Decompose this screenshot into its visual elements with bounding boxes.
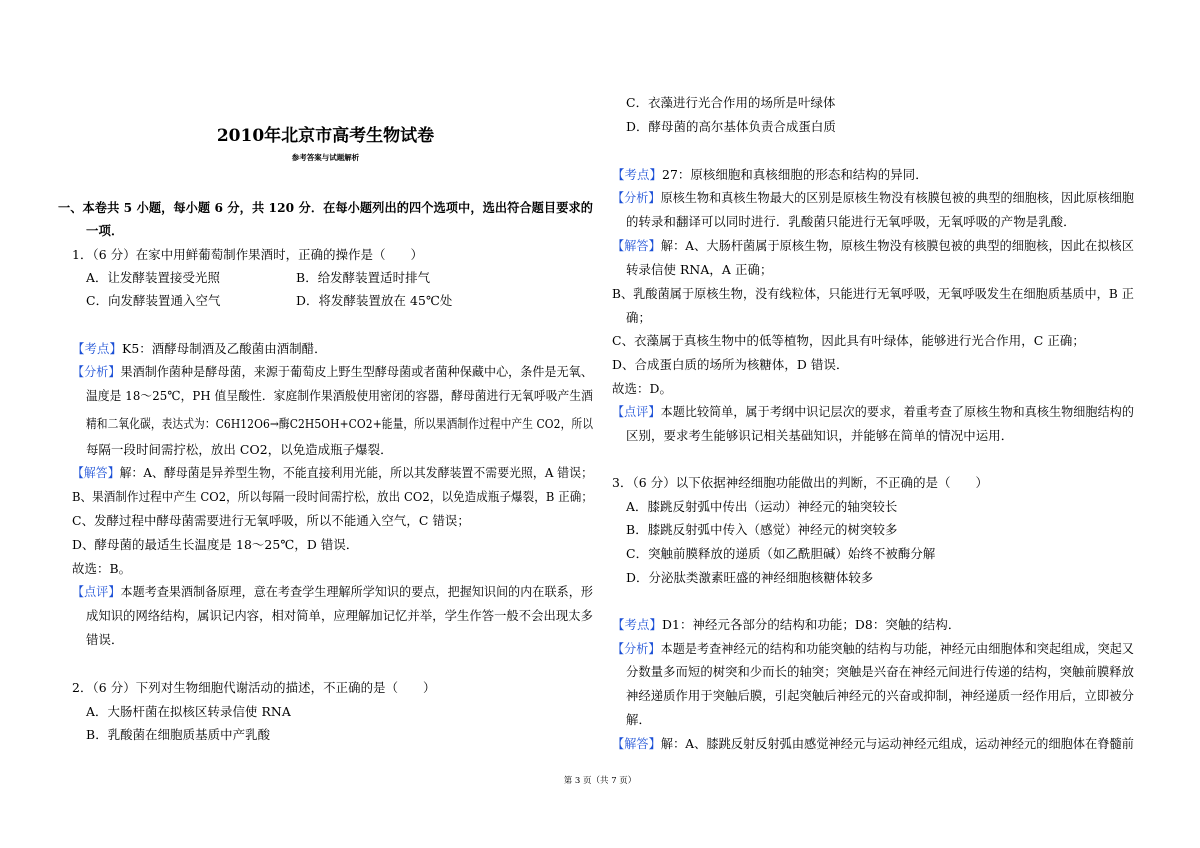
q2-jieda-line: C、衣藻属于真核生物中的低等植物，因此具有叶绿体，能够进行光合作用，C 正确； [612, 333, 1085, 348]
q1-answer: 故选：B。 [72, 561, 132, 576]
q1-kaodian: 【考点】K5：酒酵母制酒及乙酸菌由酒制醋． [72, 341, 327, 356]
page-subtitle: 参考答案与试题解析 [291, 153, 360, 162]
q3-stem: 3．（6 分）以下依据神经细胞功能做出的判断，不正确的是（ ） [612, 475, 989, 490]
q1-option-b: B．给发酵装置适时排气 [296, 270, 431, 285]
q1-jieda-line: B、果酒制作过程中产生 CO2，所以每隔一段时间需拧松，放出 CO2，以免造成瓶子爆裂，B 正确； [72, 489, 593, 504]
section-heading-cont: 一项． [86, 223, 124, 238]
q2-option-b: B．乳酸菌在细胞质基质中产乳酸 [86, 727, 271, 742]
fenxi-tag: 【分析】 [72, 364, 121, 379]
q1-jieda: 【解答】解：A、酵母菌是异养型生物，不能直接利用光能，所以其发酵装置不需要光照，A 错误； [72, 465, 593, 480]
q3-option-a: A．膝跳反射弧中传出（运动）神经元的轴突较长 [626, 499, 898, 514]
q3-option-d: D．分泌肽类激素旺盛的神经细胞核糖体较多 [626, 570, 874, 585]
q2-jieda: 【解答】解：A、大肠杆菌属于原核生物，原核生物没有核膜包被的典型的细胞核，因此在拟核区 [612, 238, 1134, 253]
q3-fenxi: 【分析】本题是考查神经元的结构和功能突触的结构与功能，神经元由细胞体和突起组成，突起又 [612, 641, 1134, 656]
page-title: 2010年北京市高考生物试卷 [216, 126, 435, 146]
q2-kaodian: 【考点】27：原核细胞和真核细胞的形态和结构的异同． [612, 167, 928, 182]
q2-option-c: C．衣藻进行光合作用的场所是叶绿体 [626, 95, 836, 110]
q3-option-b: B．膝跳反射弧中传入（感觉）神经元的树突较多 [626, 522, 898, 537]
q2-jieda-line: D、合成蛋白质的场所为核糖体，D 错误． [612, 357, 849, 372]
q1-dianping-line: 错误． [86, 632, 124, 647]
q1-dianping: 【点评】本题考查果酒制备原理，意在考查学生理解所学知识的要点，把握知识间的内在联系，形 [72, 584, 594, 599]
kaodian-tag: 【考点】 [612, 167, 662, 182]
kaodian-tag: 【考点】 [72, 341, 122, 356]
q1-fenxi-line: 温度是 18～25℃，PH 值呈酸性．家庭制作果酒般使用密闭的容器，酵母菌进行无氧呼吸产生酒 [86, 388, 593, 403]
q2-stem: 2．（6 分）下列对生物细胞代谢活动的描述，不正确的是（ ） [72, 680, 436, 695]
dianping-tag: 【点评】 [612, 404, 661, 419]
q2-dianping: 【点评】本题比较简单，属于考纲中识记层次的要求，着重考查了原核生物和真核生物细胞结构的 [612, 404, 1134, 419]
fenxi-tag: 【分析】 [612, 190, 661, 205]
q2-jieda-line: B、乳酸菌属于原核生物，没有线粒体，只能进行无氧呼吸，无氧呼吸发生在细胞质基质中，B 正 [612, 286, 1134, 301]
jieda-tag: 【解答】 [612, 238, 661, 253]
q1-dianping-line: 成知识的网络结构，属识记内容，相对简单，应理解加记忆并举，学生作答一般不会出现太多 [86, 608, 593, 623]
q1-stem: 1．（6 分）在家中用鲜葡萄制作果酒时，正确的操作是（ ） [72, 247, 424, 262]
q2-dianping-line: 区别，要求考生能够识记相关基础知识，并能够在简单的情况中运用． [626, 428, 1014, 443]
q2-answer: 故选：D。 [612, 381, 672, 396]
q1-jieda-line: C、发酵过程中酵母菌需要进行无氧呼吸，所以不能通入空气，C 错误； [72, 513, 470, 528]
q1-fenxi-line: 每隔一段时间需拧松，放出 CO2，以免造成瓶子爆裂． [86, 442, 393, 457]
q3-jieda: 【解答】解：A、膝跳反射反射弧由感觉神经元与运动神经元组成，运动神经元的细胞体在脊髓前 [612, 736, 1134, 751]
kaodian-tag: 【考点】 [612, 617, 662, 632]
q3-fenxi-line: 分数量多而短的树突和少而长的轴突；突触是兴奋在神经元间进行传递的结构，突触前膜释放 [626, 664, 1134, 679]
q1-option-d: D．将发酵装置放在 45℃处 [296, 293, 453, 308]
q1-jieda-line: D、酵母菌的最适生长温度是 18～25℃，D 错误． [72, 537, 359, 552]
q1-option-a: A．让发酵装置接受光照 [86, 270, 220, 285]
q2-jieda-line: 确； [626, 310, 651, 325]
q1-fenxi-formula: 精和二氧化碳，表达式为：C6H12O6→酶C2H5OH+CO2+能量，所以果酒制作过程中产生 CO2，所以 [86, 416, 593, 431]
q2-jieda-line: 转录信使 RNA，A 正确； [626, 262, 773, 277]
q3-fenxi-line: 解． [626, 712, 651, 727]
fenxi-tag: 【分析】 [612, 641, 661, 656]
jieda-tag: 【解答】 [72, 465, 120, 480]
q3-option-c: C．突触前膜释放的递质（如乙酰胆碱）始终不被酶分解 [626, 546, 936, 561]
page-number: 第 3 页（共 7 页） [563, 776, 637, 786]
q3-fenxi-line: 神经递质作用于突触后膜，引起突触后神经元的兴奋或抑制，神经递质一经作用后，立即被分 [626, 688, 1134, 703]
q2-option-d: D．酵母菌的高尔基体负责合成蛋白质 [626, 119, 836, 134]
section-heading: 一、本卷共 5 小题，每小题 6 分，共 120 分．在每小题列出的四个选项中，选出符合题目要求的 [58, 200, 593, 215]
q2-fenxi-line: 的转录和翻译可以同时进行．乳酸菌只能进行无氧呼吸，无氧呼吸的产物是乳酸． [626, 214, 1076, 229]
dianping-tag: 【点评】 [72, 584, 121, 599]
q1-fenxi: 【分析】果酒制作菌种是酵母菌，来源于葡萄皮上野生型酵母菌或者菌种保藏中心，条件是无氧、 [72, 364, 594, 379]
q1-option-c: C．向发酵装置通入空气 [86, 293, 221, 308]
q2-fenxi: 【分析】原核生物和真核生物最大的区别是原核生物没有核膜包被的典型的细胞核，因此原核细胞 [612, 190, 1134, 205]
q2-option-a: A．大肠杆菌在拟核区转录信使 RNA [86, 704, 291, 719]
q3-kaodian: 【考点】D1：神经元各部分的结构和功能；D8：突触的结构． [612, 617, 961, 632]
jieda-tag: 【解答】 [612, 736, 661, 751]
